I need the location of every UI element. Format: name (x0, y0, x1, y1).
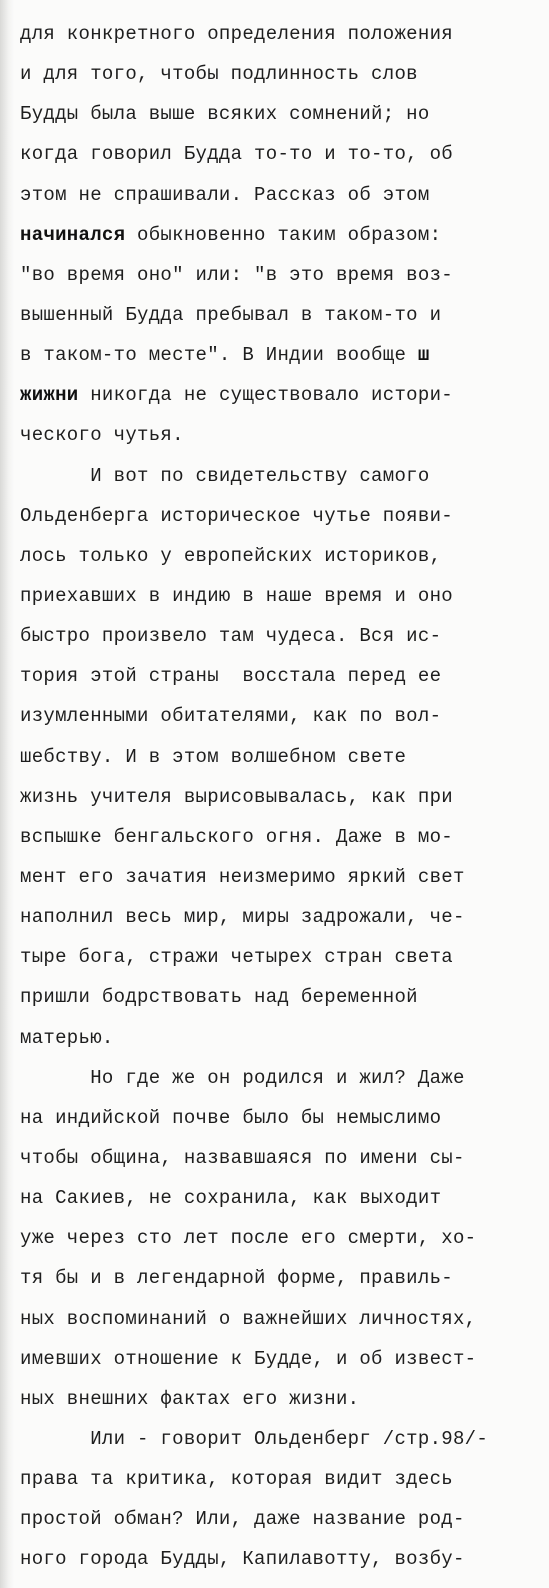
text-line: тя бы и в легендарной форме, правиль- (20, 1267, 453, 1290)
text-line: для конкретного определения положения (20, 23, 453, 45)
text-line: матерью. (20, 1026, 114, 1049)
text-line-part: в таком-то месте". В Индии вообще (20, 344, 418, 367)
text-line: Ольденберга историческое чутье появи- (20, 504, 453, 527)
text-line: уже через сто лет после его смерти, хо- (20, 1227, 477, 1250)
text-line: этом не спрашивали. Рассказ об этом (20, 183, 430, 206)
text-line: имевших отношение к Будде, и об извест- (20, 1347, 477, 1370)
scan-edge-shadow (0, 0, 14, 1588)
text-line: и для того, чтобы подлинность слов (20, 63, 418, 86)
text-line: изумленными обитателями, как по вол- (20, 705, 442, 728)
text-line: Но где же он родился и жил? Даже (20, 1066, 465, 1089)
text-line: приехавших в индию в наше время и оно (20, 584, 453, 607)
text-line: И вот по свидетельству самого (20, 464, 430, 487)
text-line (20, 335, 535, 375)
overtyped-word: ш (417, 344, 430, 367)
text-line: Будды была выше всяких сомнений; но (20, 103, 430, 126)
text-line: ных воспоминаний о важнейших личностях, (20, 1307, 477, 1330)
body-text (20, 14, 535, 1579)
text-line: "во время оно" или: "в это время воз- (20, 263, 453, 286)
text-line: мент его зачатия неизмеримо яркий свет (20, 865, 465, 888)
text-line (20, 375, 535, 415)
text-line: вышенный Будда пребывал в таком-то и (20, 303, 442, 326)
text-line: ных внешних фактах его жизни. (20, 1387, 360, 1410)
text-line-part: никогда не существовало истори- (78, 384, 453, 407)
overtyped-word: жижни (20, 384, 79, 407)
text-line: быстро произвело там чудеса. Вся ис- (20, 625, 442, 648)
text-line: Или - говорит Ольденберг /стр.98/- (20, 1427, 489, 1450)
text-line: тория этой страны восстала перед ее (20, 665, 442, 688)
text-line: наполнил весь мир, миры задрожали, че- (20, 906, 465, 929)
text-line: права та критика, которая видит здесь (20, 1468, 453, 1491)
text-line: вспышке бенгальского огня. Даже в мо- (20, 825, 453, 848)
text-line: пришли бодрствовать над беременной (20, 986, 418, 1009)
text-line: когда говорил Будда то-то и то-то, об (20, 143, 453, 166)
overtyped-word: начинался (20, 223, 126, 246)
text-line: ного города Будды, Капилавотту, возбу- (20, 1548, 465, 1571)
text-line: на Сакиев, не сохранила, как выходит (20, 1187, 442, 1210)
text-line: жизнь учителя вырисовывалась, как при (20, 785, 453, 808)
text-line: ческого чутья. (20, 424, 184, 447)
text-line: чтобы община, назвавшаяся по имени сы- (20, 1146, 465, 1169)
text-line: простой обман? Или, даже название род- (20, 1508, 465, 1531)
text-line: лось только у европейских историков, (20, 544, 442, 567)
text-line: тыре бога, стражи четырех стран света (20, 946, 453, 969)
text-line: шебству. И в этом волшебном свете (20, 745, 407, 768)
text-line: на индийской почве было бы немыслимо (20, 1106, 442, 1129)
text-line (20, 215, 535, 255)
text-line-part: обыкновенно таким образом: (125, 223, 442, 246)
